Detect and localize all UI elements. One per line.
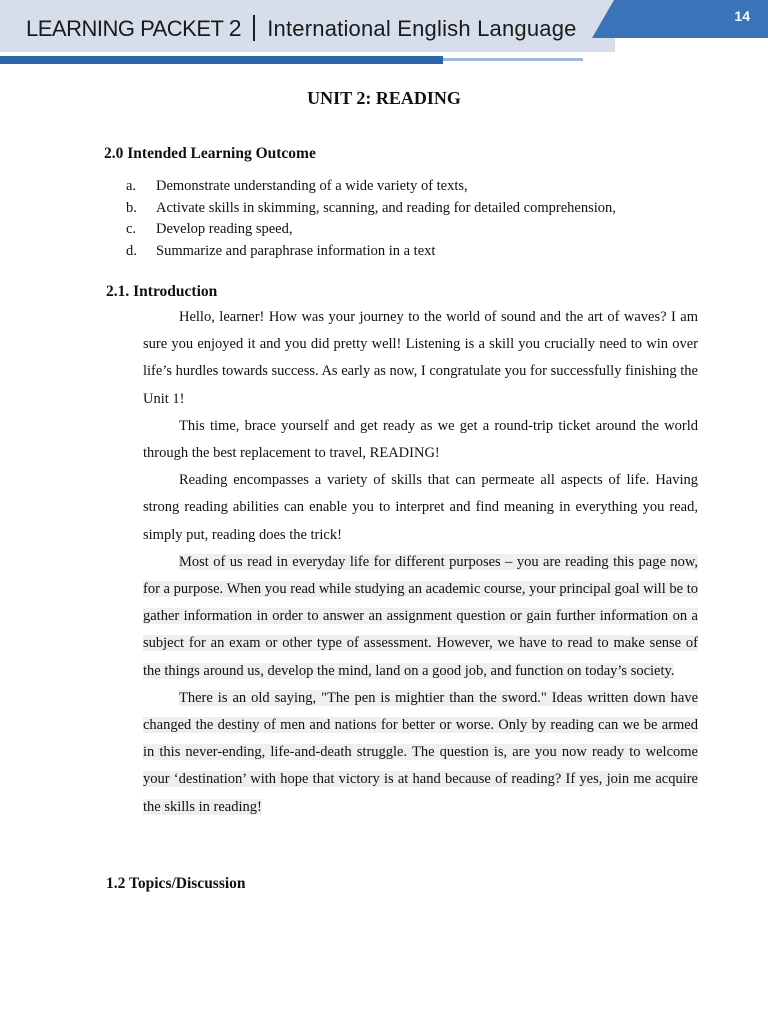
paragraph-highlighted <box>143 685 698 821</box>
paragraph-text: This time, brace yourself and get ready as we get a round-trip ticket around the world through the best replacement to travel, READING! <box>143 417 698 462</box>
header-accent-line <box>443 58 583 61</box>
list-item <box>126 176 616 198</box>
packet-number: 2 <box>228 15 241 41</box>
paragraph <box>143 413 698 467</box>
paragraph <box>143 467 698 549</box>
paragraph <box>143 304 698 413</box>
packet-label: LEARNING PACKET <box>26 16 224 41</box>
list-item <box>126 198 616 220</box>
header-title <box>26 15 577 42</box>
list-marker: a. <box>126 178 137 194</box>
outcomes-list <box>126 176 616 262</box>
list-marker: c. <box>126 221 137 238</box>
paragraph-text: There is an old saying, "The pen is mightier than the sword." Ideas written down have changed the destiny of men and nations for better or worse. Only by reading can we be armed in this never-ending, life-and-death struggle. The question is, are you now ready to welcome your ‘destination’ with hope that victory is at hand because of reading? If yes, join me acquire the skills in reading! <box>143 689 698 815</box>
list-item-text: Demonstrate understanding of a wide variety of texts, <box>156 178 468 194</box>
list-item <box>126 219 616 241</box>
introduction-heading: 2.1. Introduction <box>106 283 218 300</box>
course-title: International English Language <box>267 16 577 41</box>
header-divider <box>253 15 255 41</box>
topics-heading: 1.2 Topics/Discussion <box>106 875 246 892</box>
paragraph-highlighted <box>143 549 698 685</box>
list-item-text: Summarize and paraphrase information in a text <box>156 242 436 259</box>
introduction-body <box>143 304 698 821</box>
list-item-text: Develop reading speed, <box>156 221 293 238</box>
page-number: 14 <box>734 8 750 24</box>
list-marker: d. <box>126 242 137 259</box>
paragraph-text: Reading encompasses a variety of skills that can permeate all aspects of life. Having strong reading abilities can enable you to interpret and find meaning in everything you read, simply put, reading does the trick! <box>143 472 698 543</box>
header-accent-bar <box>0 56 443 64</box>
paragraph-text: Hello, learner! How was your journey to the world of sound and the art of waves? I am sure you enjoyed it and you did pretty well! Listening is a skill you crucially need to win over life’s hurdles towards success. As early as now, I congratulate you for successfully finishing the Unit 1! <box>143 309 698 407</box>
unit-title: UNIT 2: READING <box>307 88 461 108</box>
list-item-text: Activate skills in skimming, scanning, and reading for detailed comprehension, <box>156 199 616 216</box>
outcomes-heading: 2.0 Intended Learning Outcome <box>104 145 316 162</box>
list-item <box>126 241 616 263</box>
list-marker: b. <box>126 199 137 216</box>
paragraph-text: Most of us read in everyday life for different purposes – you are reading this page now, for a purpose. When you read while studying an academic course, your principal goal will be to gather information in order to answer an assignment question or gain further information on a subject for an exam or other type of assessment. However, we have to read to make sense of the things around us, develop the mind, land on a good job, and function on today’s society. <box>143 553 698 679</box>
